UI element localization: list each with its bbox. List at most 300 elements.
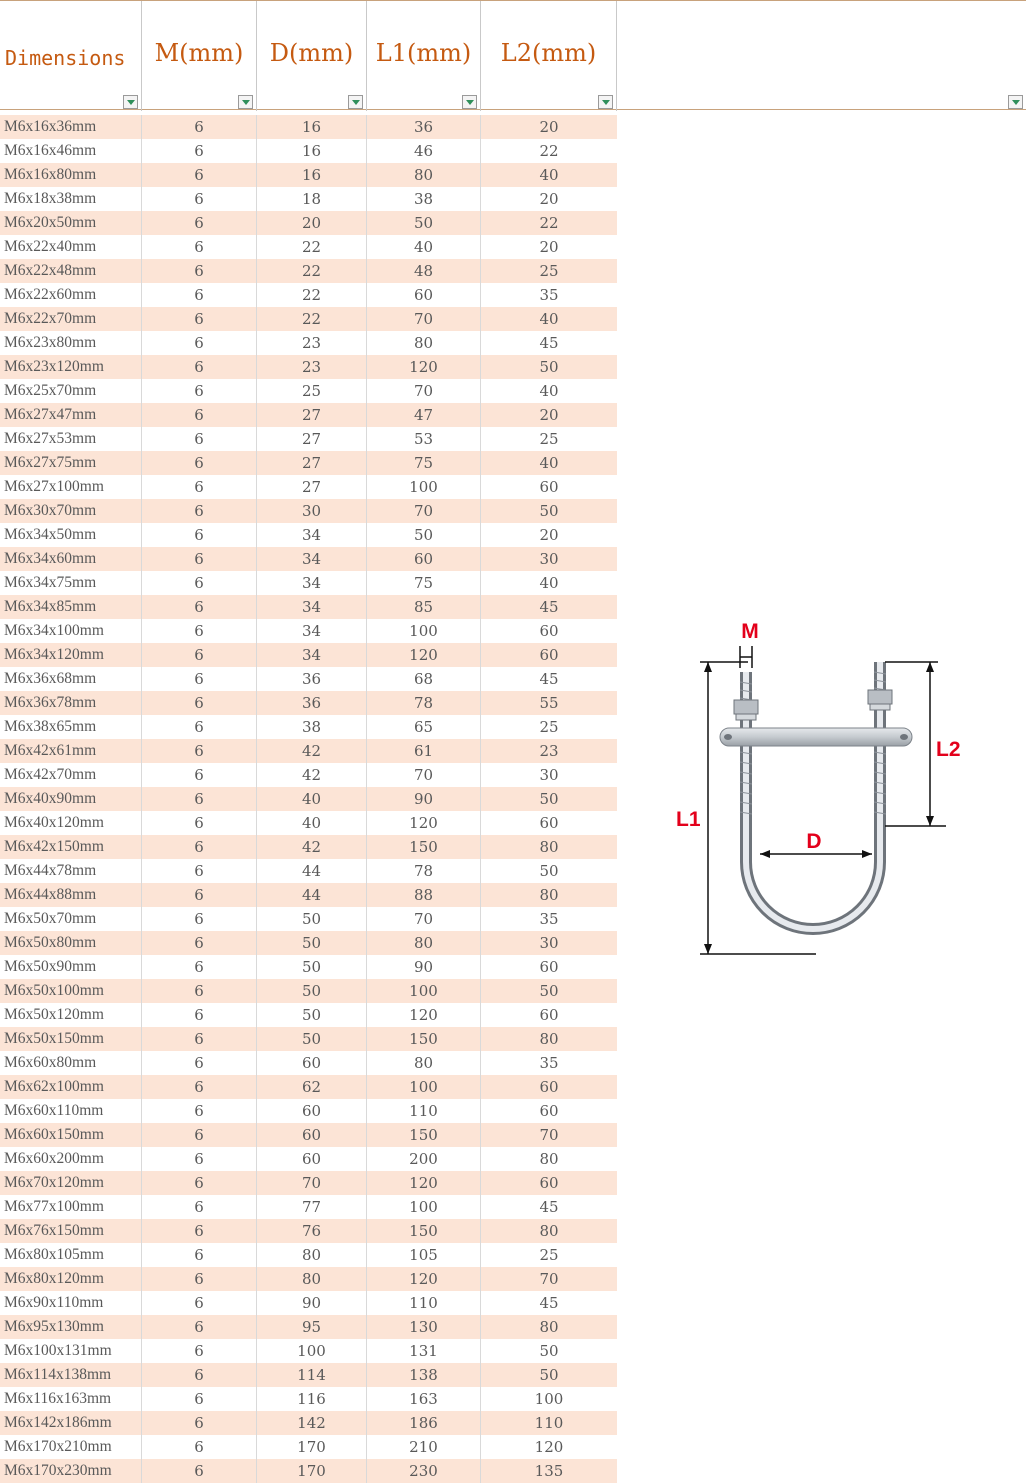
cell-l2[interactable]: 20 <box>539 406 559 424</box>
cell-m[interactable]: 6 <box>142 1411 257 1435</box>
cell-dimensions[interactable]: M6x50x80mm <box>0 931 142 955</box>
cell-d[interactable]: 36 <box>257 691 367 715</box>
cell-l2[interactable]: 50 <box>539 1342 559 1360</box>
cell-dimensions[interactable]: M6x27x75mm <box>0 451 142 475</box>
cell-d[interactable]: 34 <box>257 595 367 619</box>
cell-l1[interactable]: 48 <box>367 259 481 283</box>
cell-d[interactable]: 36 <box>257 667 367 691</box>
table-row[interactable] <box>0 955 617 979</box>
table-row[interactable] <box>0 475 617 499</box>
cell-l2[interactable]: 25 <box>539 1246 559 1264</box>
cell-d[interactable]: 50 <box>257 955 367 979</box>
cell-m[interactable]: 6 <box>142 1123 257 1147</box>
cell-dimensions[interactable]: M6x142x186mm <box>0 1411 142 1435</box>
cell-m[interactable]: 6 <box>142 907 257 931</box>
cell-d[interactable]: 40 <box>257 811 367 835</box>
cell-l2[interactable]: 35 <box>539 910 559 928</box>
cell-dimensions[interactable]: M6x60x110mm <box>0 1099 142 1123</box>
cell-dimensions[interactable]: M6x42x70mm <box>0 763 142 787</box>
table-row[interactable] <box>0 1267 617 1291</box>
table-row[interactable] <box>0 115 617 139</box>
cell-l1[interactable]: 120 <box>367 1267 481 1291</box>
cell-l1[interactable]: 90 <box>367 787 481 811</box>
cell-l1[interactable]: 38 <box>367 187 481 211</box>
cell-d[interactable]: 42 <box>257 835 367 859</box>
cell-dimensions[interactable]: M6x170x210mm <box>0 1435 142 1459</box>
cell-l2[interactable]: 50 <box>539 502 559 520</box>
cell-m[interactable]: 6 <box>142 451 257 475</box>
table-row[interactable] <box>0 571 617 595</box>
cell-dimensions[interactable]: M6x95x130mm <box>0 1315 142 1339</box>
cell-m[interactable]: 6 <box>142 139 257 163</box>
cell-l1[interactable]: 53 <box>367 427 481 451</box>
table-row[interactable] <box>0 1219 617 1243</box>
cell-l2[interactable]: 30 <box>539 550 559 568</box>
cell-m[interactable]: 6 <box>142 1267 257 1291</box>
cell-l1[interactable]: 186 <box>367 1411 481 1435</box>
cell-l2[interactable]: 45 <box>539 1294 559 1312</box>
cell-l2[interactable]: 22 <box>539 214 559 232</box>
cell-d[interactable]: 27 <box>257 475 367 499</box>
cell-dimensions[interactable]: M6x34x120mm <box>0 643 142 667</box>
table-row[interactable] <box>0 331 617 355</box>
cell-dimensions[interactable]: M6x60x150mm <box>0 1123 142 1147</box>
cell-d[interactable]: 80 <box>257 1267 367 1291</box>
cell-m[interactable]: 6 <box>142 1195 257 1219</box>
cell-d[interactable]: 170 <box>257 1459 367 1483</box>
cell-l2[interactable]: 135 <box>534 1462 564 1480</box>
table-row[interactable] <box>0 451 617 475</box>
table-row[interactable] <box>0 787 617 811</box>
filter-dropdown-icon[interactable] <box>1008 95 1023 109</box>
table-row[interactable] <box>0 715 617 739</box>
table-row[interactable] <box>0 1075 617 1099</box>
cell-d[interactable]: 100 <box>257 1339 367 1363</box>
filter-dropdown-icon[interactable] <box>123 95 138 109</box>
cell-l1[interactable]: 70 <box>367 379 481 403</box>
cell-d[interactable]: 60 <box>257 1051 367 1075</box>
cell-d[interactable]: 23 <box>257 331 367 355</box>
table-row[interactable] <box>0 211 617 235</box>
cell-l2[interactable]: 35 <box>539 286 559 304</box>
table-row[interactable] <box>0 307 617 331</box>
cell-m[interactable]: 6 <box>142 523 257 547</box>
cell-dimensions[interactable]: M6x50x90mm <box>0 955 142 979</box>
cell-d[interactable]: 77 <box>257 1195 367 1219</box>
table-row[interactable] <box>0 1315 617 1339</box>
cell-l1[interactable]: 88 <box>367 883 481 907</box>
cell-l2[interactable]: 55 <box>539 694 559 712</box>
cell-l2[interactable]: 40 <box>539 310 559 328</box>
table-row[interactable] <box>0 187 617 211</box>
cell-dimensions[interactable]: M6x22x48mm <box>0 259 142 283</box>
cell-dimensions[interactable]: M6x23x80mm <box>0 331 142 355</box>
filter-dropdown-icon[interactable] <box>348 95 363 109</box>
cell-dimensions[interactable]: M6x50x120mm <box>0 1003 142 1027</box>
table-row[interactable] <box>0 907 617 931</box>
cell-l1[interactable]: 120 <box>367 811 481 835</box>
cell-m[interactable]: 6 <box>142 547 257 571</box>
cell-dimensions[interactable]: M6x50x150mm <box>0 1027 142 1051</box>
table-row[interactable] <box>0 1147 617 1171</box>
cell-l2[interactable]: 45 <box>539 670 559 688</box>
cell-d[interactable]: 34 <box>257 523 367 547</box>
cell-m[interactable]: 6 <box>142 1435 257 1459</box>
cell-d[interactable]: 44 <box>257 859 367 883</box>
cell-l1[interactable]: 61 <box>367 739 481 763</box>
cell-l1[interactable]: 80 <box>367 331 481 355</box>
cell-l1[interactable]: 60 <box>367 283 481 307</box>
cell-d[interactable]: 23 <box>257 355 367 379</box>
table-row[interactable] <box>0 1243 617 1267</box>
cell-d[interactable]: 27 <box>257 427 367 451</box>
table-row[interactable] <box>0 931 617 955</box>
cell-m[interactable]: 6 <box>142 499 257 523</box>
cell-l1[interactable]: 90 <box>367 955 481 979</box>
table-row[interactable] <box>0 835 617 859</box>
cell-m[interactable]: 6 <box>142 1147 257 1171</box>
cell-d[interactable]: 80 <box>257 1243 367 1267</box>
table-row[interactable] <box>0 619 617 643</box>
cell-l2[interactable]: 25 <box>539 430 559 448</box>
cell-l2[interactable]: 80 <box>539 838 559 856</box>
table-row[interactable] <box>0 595 617 619</box>
table-row[interactable] <box>0 1051 617 1075</box>
cell-m[interactable]: 6 <box>142 115 257 139</box>
cell-l1[interactable]: 40 <box>367 235 481 259</box>
cell-dimensions[interactable]: M6x18x38mm <box>0 187 142 211</box>
cell-dimensions[interactable]: M6x34x50mm <box>0 523 142 547</box>
cell-l2[interactable]: 100 <box>534 1390 564 1408</box>
cell-dimensions[interactable]: M6x27x53mm <box>0 427 142 451</box>
cell-dimensions[interactable]: M6x20x50mm <box>0 211 142 235</box>
table-row[interactable] <box>0 1459 617 1483</box>
cell-m[interactable]: 6 <box>142 163 257 187</box>
cell-dimensions[interactable]: M6x22x70mm <box>0 307 142 331</box>
cell-m[interactable]: 6 <box>142 1243 257 1267</box>
cell-m[interactable]: 6 <box>142 211 257 235</box>
filter-dropdown-icon[interactable] <box>598 95 613 109</box>
cell-l1[interactable]: 46 <box>367 139 481 163</box>
table-row[interactable] <box>0 1363 617 1387</box>
filter-dropdown-icon[interactable] <box>462 95 477 109</box>
cell-dimensions[interactable]: M6x27x47mm <box>0 403 142 427</box>
table-row[interactable] <box>0 763 617 787</box>
cell-l2[interactable]: 50 <box>539 1366 559 1384</box>
cell-l1[interactable]: 100 <box>367 979 481 1003</box>
table-row[interactable] <box>0 979 617 1003</box>
cell-m[interactable]: 6 <box>142 571 257 595</box>
cell-l2[interactable]: 45 <box>539 334 559 352</box>
cell-d[interactable]: 114 <box>257 1363 367 1387</box>
table-row[interactable] <box>0 283 617 307</box>
cell-m[interactable]: 6 <box>142 1099 257 1123</box>
cell-m[interactable]: 6 <box>142 235 257 259</box>
cell-dimensions[interactable]: M6x16x80mm <box>0 163 142 187</box>
cell-m[interactable]: 6 <box>142 931 257 955</box>
cell-m[interactable]: 6 <box>142 859 257 883</box>
cell-m[interactable]: 6 <box>142 1291 257 1315</box>
cell-m[interactable]: 6 <box>142 739 257 763</box>
cell-l1[interactable]: 70 <box>367 907 481 931</box>
cell-l1[interactable]: 110 <box>367 1291 481 1315</box>
cell-d[interactable]: 16 <box>257 139 367 163</box>
cell-l2[interactable]: 60 <box>539 478 559 496</box>
cell-d[interactable]: 34 <box>257 619 367 643</box>
cell-l1[interactable]: 70 <box>367 499 481 523</box>
cell-d[interactable]: 34 <box>257 643 367 667</box>
cell-dimensions[interactable]: M6x44x78mm <box>0 859 142 883</box>
cell-d[interactable]: 42 <box>257 739 367 763</box>
cell-m[interactable]: 6 <box>142 379 257 403</box>
cell-dimensions[interactable]: M6x80x120mm <box>0 1267 142 1291</box>
cell-d[interactable]: 76 <box>257 1219 367 1243</box>
cell-l1[interactable]: 68 <box>367 667 481 691</box>
cell-m[interactable]: 6 <box>142 259 257 283</box>
cell-d[interactable]: 70 <box>257 1171 367 1195</box>
cell-dimensions[interactable]: M6x16x36mm <box>0 115 142 139</box>
cell-dimensions[interactable]: M6x70x120mm <box>0 1171 142 1195</box>
table-row[interactable] <box>0 259 617 283</box>
cell-m[interactable]: 6 <box>142 1219 257 1243</box>
cell-dimensions[interactable]: M6x22x60mm <box>0 283 142 307</box>
table-row[interactable] <box>0 1195 617 1219</box>
cell-m[interactable]: 6 <box>142 619 257 643</box>
cell-l2[interactable]: 30 <box>539 766 559 784</box>
cell-l1[interactable]: 138 <box>367 1363 481 1387</box>
cell-l2[interactable]: 80 <box>539 1222 559 1240</box>
cell-l1[interactable]: 80 <box>367 1051 481 1075</box>
cell-l2[interactable]: 80 <box>539 1030 559 1048</box>
cell-l1[interactable]: 65 <box>367 715 481 739</box>
cell-l2[interactable]: 25 <box>539 262 559 280</box>
cell-dimensions[interactable]: M6x25x70mm <box>0 379 142 403</box>
cell-l2[interactable]: 70 <box>539 1126 559 1144</box>
table-row[interactable] <box>0 355 617 379</box>
cell-l2[interactable]: 80 <box>539 1318 559 1336</box>
table-row[interactable] <box>0 523 617 547</box>
cell-dimensions[interactable]: M6x34x75mm <box>0 571 142 595</box>
table-row[interactable] <box>0 499 617 523</box>
cell-d[interactable]: 116 <box>257 1387 367 1411</box>
filter-dropdown-icon[interactable] <box>238 95 253 109</box>
cell-m[interactable]: 6 <box>142 595 257 619</box>
cell-m[interactable]: 6 <box>142 331 257 355</box>
cell-l2[interactable]: 60 <box>539 646 559 664</box>
cell-d[interactable]: 34 <box>257 571 367 595</box>
cell-d[interactable]: 30 <box>257 499 367 523</box>
cell-m[interactable]: 6 <box>142 1027 257 1051</box>
cell-l1[interactable]: 150 <box>367 1219 481 1243</box>
cell-l2[interactable]: 45 <box>539 1198 559 1216</box>
table-row[interactable] <box>0 883 617 907</box>
cell-m[interactable]: 6 <box>142 883 257 907</box>
cell-m[interactable]: 6 <box>142 1363 257 1387</box>
cell-dimensions[interactable]: M6x170x230mm <box>0 1459 142 1483</box>
cell-l1[interactable]: 75 <box>367 571 481 595</box>
cell-dimensions[interactable]: M6x23x120mm <box>0 355 142 379</box>
cell-d[interactable]: 18 <box>257 187 367 211</box>
cell-l2[interactable]: 40 <box>539 574 559 592</box>
cell-l2[interactable]: 20 <box>539 526 559 544</box>
cell-m[interactable]: 6 <box>142 283 257 307</box>
cell-l1[interactable]: 120 <box>367 355 481 379</box>
cell-m[interactable]: 6 <box>142 187 257 211</box>
cell-l1[interactable]: 105 <box>367 1243 481 1267</box>
cell-dimensions[interactable]: M6x34x100mm <box>0 619 142 643</box>
cell-l2[interactable]: 30 <box>539 934 559 952</box>
cell-l1[interactable]: 60 <box>367 547 481 571</box>
cell-m[interactable]: 6 <box>142 1387 257 1411</box>
cell-m[interactable]: 6 <box>142 403 257 427</box>
cell-m[interactable]: 6 <box>142 307 257 331</box>
cell-dimensions[interactable]: M6x62x100mm <box>0 1075 142 1099</box>
cell-dimensions[interactable]: M6x80x105mm <box>0 1243 142 1267</box>
cell-l1[interactable]: 130 <box>367 1315 481 1339</box>
table-row[interactable] <box>0 691 617 715</box>
table-row[interactable] <box>0 379 617 403</box>
table-row[interactable] <box>0 403 617 427</box>
table-row[interactable] <box>0 139 617 163</box>
cell-d[interactable]: 50 <box>257 1003 367 1027</box>
cell-dimensions[interactable]: M6x60x80mm <box>0 1051 142 1075</box>
cell-d[interactable]: 50 <box>257 979 367 1003</box>
cell-dimensions[interactable]: M6x60x200mm <box>0 1147 142 1171</box>
cell-l2[interactable]: 120 <box>534 1438 564 1456</box>
cell-d[interactable]: 50 <box>257 907 367 931</box>
cell-d[interactable]: 22 <box>257 307 367 331</box>
cell-m[interactable]: 6 <box>142 355 257 379</box>
cell-dimensions[interactable]: M6x50x70mm <box>0 907 142 931</box>
cell-dimensions[interactable]: M6x77x100mm <box>0 1195 142 1219</box>
cell-l2[interactable]: 25 <box>539 718 559 736</box>
cell-m[interactable]: 6 <box>142 667 257 691</box>
table-row[interactable] <box>0 1171 617 1195</box>
cell-d[interactable]: 44 <box>257 883 367 907</box>
cell-dimensions[interactable]: M6x16x46mm <box>0 139 142 163</box>
cell-l1[interactable]: 50 <box>367 211 481 235</box>
cell-d[interactable]: 142 <box>257 1411 367 1435</box>
table-row[interactable] <box>0 1291 617 1315</box>
table-row[interactable] <box>0 643 617 667</box>
table-row[interactable] <box>0 547 617 571</box>
cell-m[interactable]: 6 <box>142 475 257 499</box>
cell-l2[interactable]: 20 <box>539 238 559 256</box>
cell-dimensions[interactable]: M6x40x120mm <box>0 811 142 835</box>
cell-m[interactable]: 6 <box>142 763 257 787</box>
cell-dimensions[interactable]: M6x36x68mm <box>0 667 142 691</box>
table-row[interactable] <box>0 859 617 883</box>
cell-d[interactable]: 22 <box>257 259 367 283</box>
cell-dimensions[interactable]: M6x40x90mm <box>0 787 142 811</box>
cell-m[interactable]: 6 <box>142 1171 257 1195</box>
cell-m[interactable]: 6 <box>142 1459 257 1483</box>
cell-d[interactable]: 42 <box>257 763 367 787</box>
cell-d[interactable]: 90 <box>257 1291 367 1315</box>
cell-l1[interactable]: 150 <box>367 1027 481 1051</box>
cell-dimensions[interactable]: M6x30x70mm <box>0 499 142 523</box>
cell-l2[interactable]: 60 <box>539 1174 559 1192</box>
table-row[interactable] <box>0 1411 617 1435</box>
cell-m[interactable]: 6 <box>142 427 257 451</box>
cell-d[interactable]: 34 <box>257 547 367 571</box>
cell-d[interactable]: 60 <box>257 1099 367 1123</box>
cell-dimensions[interactable]: M6x44x88mm <box>0 883 142 907</box>
cell-d[interactable]: 40 <box>257 787 367 811</box>
cell-dimensions[interactable]: M6x90x110mm <box>0 1291 142 1315</box>
cell-l2[interactable]: 50 <box>539 862 559 880</box>
table-row[interactable] <box>0 1003 617 1027</box>
cell-l1[interactable]: 36 <box>367 115 481 139</box>
cell-l1[interactable]: 100 <box>367 475 481 499</box>
cell-l1[interactable]: 100 <box>367 619 481 643</box>
cell-l1[interactable]: 150 <box>367 835 481 859</box>
cell-d[interactable]: 20 <box>257 211 367 235</box>
cell-l2[interactable]: 23 <box>539 742 559 760</box>
cell-m[interactable]: 6 <box>142 1051 257 1075</box>
cell-l2[interactable]: 60 <box>539 1102 559 1120</box>
cell-l2[interactable]: 40 <box>539 454 559 472</box>
cell-l1[interactable]: 100 <box>367 1195 481 1219</box>
cell-l1[interactable]: 78 <box>367 859 481 883</box>
cell-dimensions[interactable]: M6x22x40mm <box>0 235 142 259</box>
cell-l1[interactable]: 47 <box>367 403 481 427</box>
table-row[interactable] <box>0 1435 617 1459</box>
cell-l2[interactable]: 50 <box>539 358 559 376</box>
cell-l2[interactable]: 60 <box>539 1078 559 1096</box>
cell-dimensions[interactable]: M6x36x78mm <box>0 691 142 715</box>
cell-l2[interactable]: 50 <box>539 790 559 808</box>
cell-d[interactable]: 22 <box>257 283 367 307</box>
cell-m[interactable]: 6 <box>142 979 257 1003</box>
table-row[interactable] <box>0 1387 617 1411</box>
cell-dimensions[interactable]: M6x100x131mm <box>0 1339 142 1363</box>
cell-dimensions[interactable]: M6x38x65mm <box>0 715 142 739</box>
cell-l2[interactable]: 45 <box>539 598 559 616</box>
cell-m[interactable]: 6 <box>142 835 257 859</box>
cell-l2[interactable]: 50 <box>539 982 559 1000</box>
table-row[interactable] <box>0 235 617 259</box>
cell-d[interactable]: 62 <box>257 1075 367 1099</box>
cell-l1[interactable]: 80 <box>367 163 481 187</box>
cell-dimensions[interactable]: M6x34x85mm <box>0 595 142 619</box>
cell-l1[interactable]: 131 <box>367 1339 481 1363</box>
cell-l1[interactable]: 78 <box>367 691 481 715</box>
cell-dimensions[interactable]: M6x27x100mm <box>0 475 142 499</box>
cell-l1[interactable]: 110 <box>367 1099 481 1123</box>
cell-l1[interactable]: 200 <box>367 1147 481 1171</box>
table-row[interactable] <box>0 1123 617 1147</box>
cell-m[interactable]: 6 <box>142 1003 257 1027</box>
cell-dimensions[interactable]: M6x114x138mm <box>0 1363 142 1387</box>
cell-d[interactable]: 60 <box>257 1123 367 1147</box>
cell-d[interactable]: 95 <box>257 1315 367 1339</box>
cell-l2[interactable]: 70 <box>539 1270 559 1288</box>
cell-d[interactable]: 38 <box>257 715 367 739</box>
cell-l2[interactable]: 80 <box>539 886 559 904</box>
table-row[interactable] <box>0 667 617 691</box>
cell-l2[interactable]: 22 <box>539 142 559 160</box>
cell-d[interactable]: 16 <box>257 163 367 187</box>
cell-dimensions[interactable]: M6x116x163mm <box>0 1387 142 1411</box>
cell-l2[interactable]: 40 <box>539 382 559 400</box>
cell-dimensions[interactable]: M6x50x100mm <box>0 979 142 1003</box>
cell-l2[interactable]: 20 <box>539 118 559 136</box>
cell-l2[interactable]: 80 <box>539 1150 559 1168</box>
table-row[interactable] <box>0 163 617 187</box>
cell-d[interactable]: 170 <box>257 1435 367 1459</box>
cell-l2[interactable]: 35 <box>539 1054 559 1072</box>
